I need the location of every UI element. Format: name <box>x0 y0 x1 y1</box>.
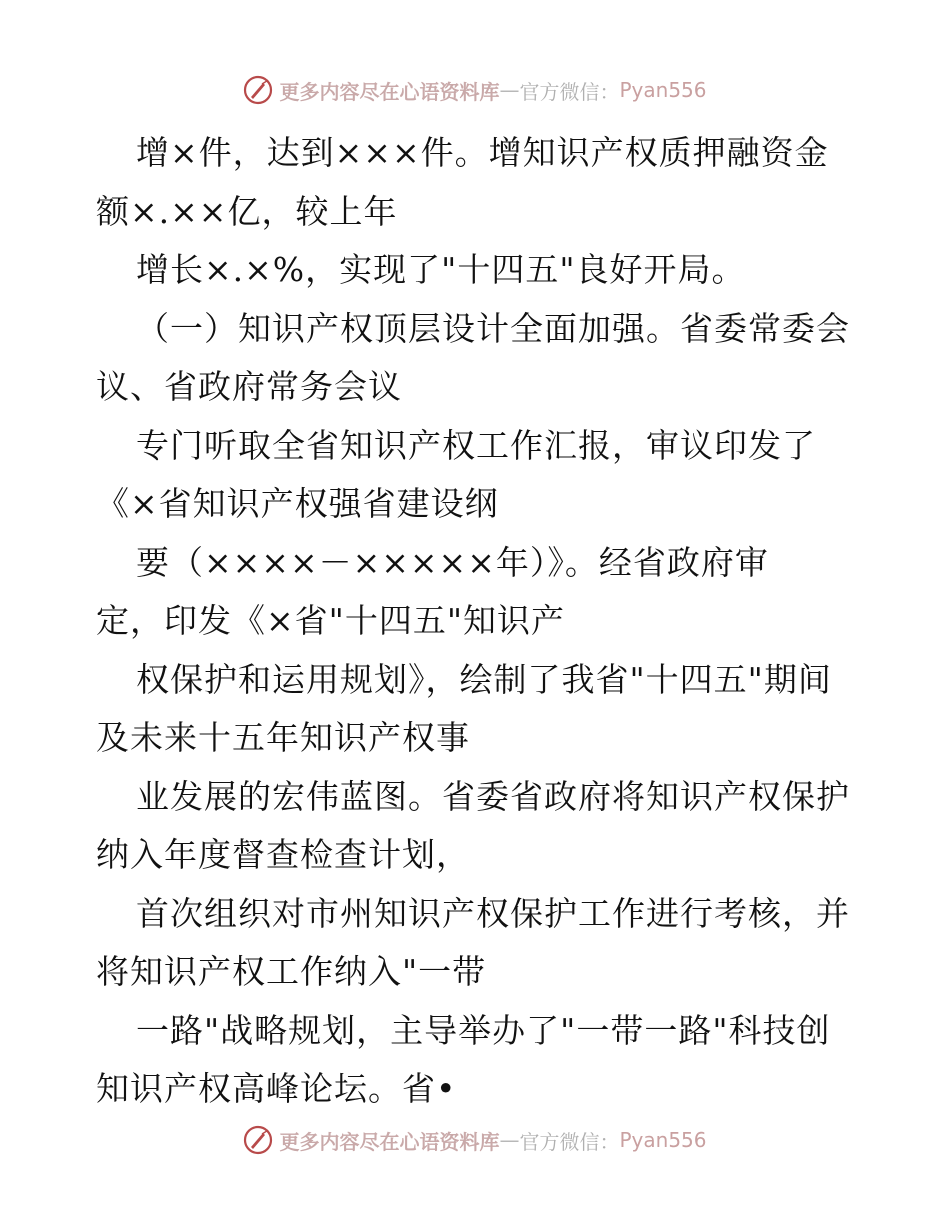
body-line-2: 额×.××亿，较上年 <box>96 191 398 231</box>
body-line-15: 将知识产权工作纳入"一带 <box>96 952 487 991</box>
footer-watermark <box>0 1120 950 1160</box>
header-watermark <box>0 70 950 110</box>
feather-pen-logo-icon <box>243 75 273 105</box>
body-line-10: 权保护和运用规划》，绘制了我省"十四五"期间 <box>136 659 832 699</box>
body-line-1: 增×件，达到×××件。增知识产权质押融资金 <box>136 133 829 172</box>
watermark-wechat-id: Pyan556 <box>619 78 707 102</box>
body-line-4: （一）知识产权顶层设计全面加强。省委常委会 <box>136 308 850 348</box>
body-line-16: 一路"战略规划，主导举办了"一带一路"科技创 <box>136 1010 831 1050</box>
feather-pen-logo-icon <box>243 1125 273 1155</box>
body-line-17: 知识产权高峰论坛。省• <box>96 1069 457 1108</box>
watermark-dash: — <box>499 78 520 102</box>
body-line-6: 专门听取全省知识产权工作汇报，审议印发了 <box>136 425 816 465</box>
document-body <box>96 124 866 1119</box>
body-line-11: 及未来十五年知识产权事 <box>96 718 470 757</box>
body-line-7: 《×省知识产权强省建设纲 <box>96 484 499 523</box>
watermark-site-text: 更多内容尽在心语资料库 <box>279 79 500 104</box>
body-line-12: 业发展的宏伟蓝图。省委省政府将知识产权保护 <box>136 776 850 816</box>
body-line-8: 要（××××－×××××年）》。经省政府审 <box>136 542 769 582</box>
watermark-dash: — <box>499 1128 520 1152</box>
watermark-wechat-label: 官方微信： <box>519 79 620 104</box>
body-line-9: 定，印发《×省"十四五"知识产 <box>96 601 566 640</box>
watermark-wechat-id: Pyan556 <box>619 1128 707 1152</box>
body-line-14: 首次组织对市州知识产权保护工作进行考核，并 <box>136 893 850 933</box>
body-line-13: 纳入年度督查检查计划， <box>96 835 470 874</box>
watermark-wechat-label: 官方微信： <box>519 1129 620 1154</box>
body-line-3: 增长×.×%，实现了"十四五"良好开局。 <box>136 250 746 289</box>
body-line-5: 议、省政府常务会议 <box>96 367 402 406</box>
watermark-site-text: 更多内容尽在心语资料库 <box>279 1129 500 1154</box>
